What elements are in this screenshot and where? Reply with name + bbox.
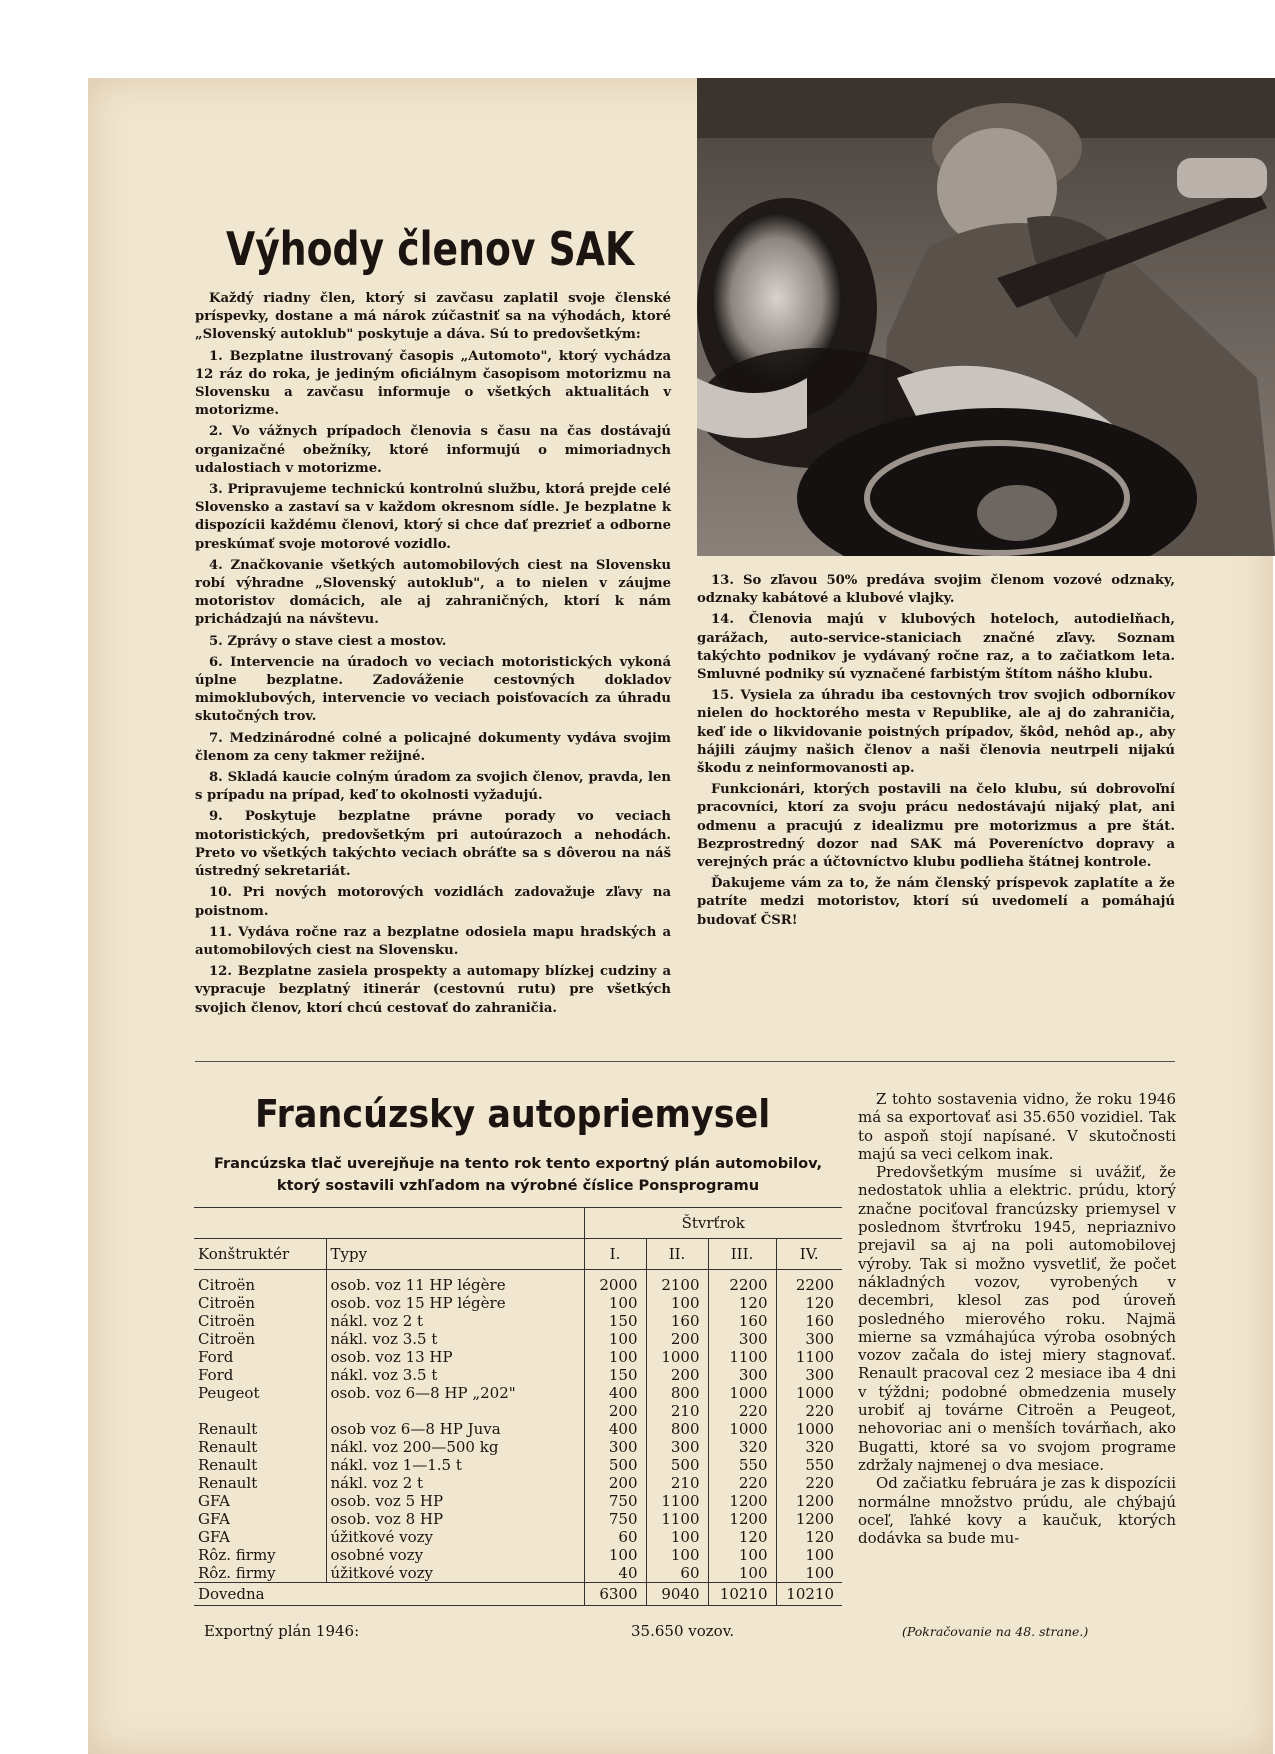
total-label: Dovedna (194, 1583, 584, 1606)
article-sak-column-left (195, 290, 671, 1021)
quarter-cell: 120 (776, 1294, 842, 1312)
quarter-cell: 300 (776, 1330, 842, 1348)
quarter-cell: 60 (646, 1564, 708, 1583)
quarter-cell: 100 (584, 1348, 646, 1366)
column-header-maker: Konštruktér (194, 1239, 326, 1270)
quarter-cell: 100 (584, 1330, 646, 1348)
maker-cell: Peugeot (198, 1384, 260, 1402)
continued-note: (Pokračovanie na 48. strane.) (902, 1624, 1089, 1639)
quarter-cell: 2200 (776, 1270, 842, 1295)
list-item: 12. Bezplatne zasiela prospekty a automapy blízkej cudziny a vypracuje bezplatný itinerár (cestovnú rutu) pre všetkých svojich členov, ktorí chcú cestovať do zahraničia. (195, 964, 671, 1016)
quarter-cell: 220 (708, 1402, 776, 1420)
maker-cell (194, 1402, 326, 1420)
table-row (194, 1510, 842, 1528)
table-row (194, 1420, 842, 1438)
quarter-cell: 1100 (776, 1348, 842, 1366)
quarter-cell: 500 (646, 1456, 708, 1474)
maker-cell: Citroën (198, 1312, 256, 1330)
list-item: 11. Vydáva ročne raz a bezplatne odosiela mapu hradských a automobilových ciest na Slovensku. (195, 924, 671, 958)
quarter-cell: 160 (646, 1312, 708, 1330)
quarter-cell: 2000 (584, 1270, 646, 1295)
body-paragraph: Predovšetkým musíme si uvážiť, že nedostatok uhlia a elektric. prúdu, ktorý značne pociťoval francúzsky priemysel v poslednom štvrťroku 1945, nepriaznivo prejavil sa aj na poli automobilovej výroby. Tak si možno vysvetliť, že počet nákladných vozov, vyrobených v decembri, klesol zas pod úroveň posledného mierového roku. Najmä mierne sa vzmáhajúca výroba osobných vozov začala do istej miery stagnovať. Renault pracoval cez 2 mesiace iba 4 dni v týždni; podobné obmedzenia musely urobiť aj továrne Citroën a Peugeot, nehovoriac ani o menších továrňach, ako Bugatti, ktoré sa vo svojom programe zdržaly najmenej o dva mesiace. (858, 1163, 1176, 1474)
list-item: 6. Intervencie na úradoch vo veciach motoristických vykoná úplne bezplatne. Zadováženie cestovných dokladov mimoklubových, intervencie vo veciach poisťovacích za úhradu skutočných trov. (195, 654, 671, 725)
article-subtitle (194, 1153, 842, 1197)
table-row (194, 1270, 842, 1295)
type-cell: osob voz 6—8 HP Juva (326, 1420, 584, 1438)
plan-value: 35.650 vozov. (631, 1622, 735, 1640)
type-cell: osobné vozy (326, 1546, 584, 1564)
quarter-cell: 120 (708, 1528, 776, 1546)
quarter-cell: 1100 (708, 1348, 776, 1366)
list-item: 9. Poskytuje bezplatne právne porady vo veciach motoristických, predovšetkým pri autoúrazoch a nehodách. Preto vo všetkých takýchto veciach obráťte sa s dôverou na náš ústredný sekretariát. (195, 809, 671, 880)
quarter-cell: 320 (708, 1438, 776, 1456)
column-header-quarter: I. (584, 1239, 646, 1270)
table-total-row (194, 1583, 842, 1606)
table-row (194, 1402, 842, 1420)
type-cell: osob. voz 6—8 HP „202" (326, 1384, 584, 1402)
quarter-cell: 1200 (776, 1492, 842, 1510)
quarter-cell: 200 (584, 1402, 646, 1420)
quarter-cell: 550 (708, 1456, 776, 1474)
quarter-cell: 100 (776, 1546, 842, 1564)
total-cell: 10210 (776, 1583, 842, 1606)
quarter-cell: 100 (584, 1294, 646, 1312)
table-header-row (194, 1208, 842, 1239)
list-item: 4. Značkovanie všetkých automobilových ciest na Slovensku robí výhradne „Slovenský autoklub", a to nielen v záujme motoristov domácich, ale aj zahraničných, ktorí k nám prichádzajú na návštevu. (195, 557, 671, 628)
table-row (194, 1438, 842, 1456)
total-cell: 6300 (584, 1583, 646, 1606)
table-row (194, 1492, 842, 1510)
table-row (194, 1546, 842, 1564)
article-intro: Každý riadny člen, ktorý si zavčasu zaplatil svoje členské príspevky, dostane a má nárok zúčastniť sa na výhodách, ktoré „Slovenský autoklub" poskytuje a dáva. Sú to predovšetkým: (195, 291, 671, 343)
quarter-cell: 120 (776, 1528, 842, 1546)
maker-cell: Rôz. firmy (198, 1546, 276, 1564)
maker-cell: Rôz. firmy (198, 1564, 276, 1582)
quarter-cell: 1100 (646, 1492, 708, 1510)
list-item: 15. Vysiela za úhradu iba cestovných trov svojich odborníkov nielen do hocktorého mesta v Republike, ale aj do zahraničia, keď ide o likvidovanie poistných prípadov, škôd, nehôd ap., aby hájili záujmy našich členov a naši členovia neutrpeli nijakú škodu z neinformovanosti ap. (697, 688, 1175, 777)
maker-cell: Renault (198, 1438, 258, 1456)
maker-cell: Citroën (198, 1294, 256, 1312)
quarter-cell: 160 (776, 1312, 842, 1330)
quarter-cell: 40 (584, 1564, 646, 1583)
table-row (194, 1528, 842, 1546)
quarter-cell: 300 (584, 1438, 646, 1456)
motorcyclist-photo (697, 78, 1275, 556)
maker-cell: Citroën (198, 1330, 256, 1348)
total-cell: 10210 (708, 1583, 776, 1606)
quarter-group-header: Štvrťrok (584, 1208, 842, 1239)
quarter-cell: 1000 (646, 1348, 708, 1366)
total-cell: 9040 (646, 1583, 708, 1606)
table-row (194, 1366, 842, 1384)
column-header-quarter: IV. (776, 1239, 842, 1270)
type-cell: nákl. voz 3.5 t (326, 1366, 584, 1384)
table-row (194, 1474, 842, 1492)
quarter-cell: 400 (584, 1420, 646, 1438)
list-item: 13. So zľavou 50% predáva svojim členom vozové odznaky, odznaky kabátové a klubové vlajky. (697, 573, 1175, 607)
quarter-cell: 160 (708, 1312, 776, 1330)
quarter-cell: 220 (776, 1474, 842, 1492)
closing-paragraph: Ďakujeme vám za to, že nám členský príspevok zaplatíte a že patríte medzi motoristov, ktorí sú uvedomelí a pomáhajú budovať ČSR! (697, 876, 1175, 928)
section-divider (195, 1061, 1175, 1062)
subtitle-line: Francúzska tlač uverejňuje na tento rok tento exportný plán automobilov, (213, 1155, 823, 1172)
maker-cell: Renault (198, 1474, 258, 1492)
quarter-cell: 200 (584, 1474, 646, 1492)
quarter-cell: 750 (584, 1510, 646, 1528)
table-row (194, 1348, 842, 1366)
article-sak-column-right (697, 572, 1175, 933)
closing-paragraph: Funkcionári, ktorých postavili na čelo klubu, sú dobrovoľní pracovníci, ktorí za svoju prácu nedostávajú nijaký plat, ani odmenu a pracujú z idealizmu pre motorizmus a pre štát. Bezprostredný dozor nad SAK má Povereníctvo dopravy a verejných prác a účtovníctvo klubu podlieha štátnej kontrole. (697, 782, 1175, 871)
table-row (194, 1294, 842, 1312)
column-header-type: Typy (326, 1239, 584, 1270)
quarter-cell: 100 (646, 1546, 708, 1564)
quarter-cell: 100 (708, 1564, 776, 1583)
quarter-cell: 800 (646, 1420, 708, 1438)
quarter-cell: 550 (776, 1456, 842, 1474)
list-item: 3. Pripravujeme technickú kontrolnú službu, ktorá prejde celé Slovensko a zastaví sa v každom okresnom sídle. Je bezplatne k dispozícii každému členovi, ktorý si chce dať prezrieť a odborne preskúmať svoje motorové vozidlo. (195, 482, 671, 552)
body-paragraph: Od začiatku februára je zas k dispozícii normálne množstvo prúdu, ale chýbajú oceľ, ľahké kovy a kaučuk, ktorých dodávka sa bude mu- (858, 1474, 1176, 1548)
quarter-cell: 200 (646, 1330, 708, 1348)
quarter-cell: 800 (646, 1384, 708, 1402)
maker-cell: Ford (198, 1348, 234, 1366)
type-cell (326, 1402, 584, 1420)
type-cell: nákl. voz 200—500 kg (326, 1438, 584, 1456)
quarter-cell: 2100 (646, 1270, 708, 1295)
quarter-cell: 300 (776, 1366, 842, 1384)
article-french-auto-body (858, 1090, 1176, 1547)
table-row (194, 1456, 842, 1474)
column-header-quarter: III. (708, 1239, 776, 1270)
maker-cell: Ford (198, 1366, 234, 1384)
subtitle-line: ktorý sostavili vzhľadom na výrobné číslice Ponsprogramu (276, 1177, 760, 1194)
quarter-cell: 500 (584, 1456, 646, 1474)
maker-cell: Renault (198, 1420, 258, 1438)
maker-cell: GFA (198, 1492, 230, 1510)
column-header-quarter: II. (646, 1239, 708, 1270)
quarter-cell: 300 (708, 1366, 776, 1384)
list-item: 5. Zprávy o stave ciest a mostov. (209, 633, 447, 649)
quarter-cell: 100 (646, 1294, 708, 1312)
list-item: 1. Bezplatne ilustrovaný časopis „Automoto", ktorý vychádza 12 ráz do roka, je jediným oficiálnym časopisom motorizmu na Slovensku a zavčasu informuje o všetkých aktualitách v motorizme. (195, 348, 671, 419)
quarter-cell: 100 (776, 1564, 842, 1583)
quarter-cell: 150 (584, 1366, 646, 1384)
quarter-cell: 150 (584, 1312, 646, 1330)
article-title-sak: Výhody členov SAK (226, 222, 635, 276)
quarter-cell: 1000 (708, 1384, 776, 1402)
quarter-cell: 220 (708, 1474, 776, 1492)
quarter-cell: 200 (646, 1366, 708, 1384)
plan-label: Exportný plán 1946: (204, 1622, 360, 1640)
quarter-cell: 300 (708, 1330, 776, 1348)
quarter-cell: 210 (646, 1474, 708, 1492)
quarter-cell: 1200 (708, 1510, 776, 1528)
type-cell: nákl. voz 1—1.5 t (326, 1456, 584, 1474)
list-item: 10. Pri nových motorových vozidlách zadovažuje zľavy na poistnom. (195, 885, 671, 919)
quarter-cell: 220 (776, 1402, 842, 1420)
list-item: 14. Členovia majú v klubových hoteloch, autodielňach, garážach, auto-service-staniciach značné zľavy. Soznam takýchto podnikov je vydávaný ročne raz, a to začiatkom leta. Smluvné podniky sú vyznačené farbistým štítom nášho klubu. (697, 612, 1175, 683)
type-cell: osob. voz 13 HP (326, 1348, 584, 1366)
maker-cell: GFA (198, 1528, 230, 1546)
quarter-cell: 1000 (776, 1420, 842, 1438)
maker-cell: Citroën (198, 1276, 256, 1294)
quarter-cell: 2200 (708, 1270, 776, 1295)
quarter-cell: 400 (584, 1384, 646, 1402)
maker-cell: GFA (198, 1510, 230, 1528)
type-cell: osob. voz 8 HP (326, 1510, 584, 1528)
table-row (194, 1312, 842, 1330)
maker-cell: Renault (198, 1456, 258, 1474)
quarter-cell: 100 (708, 1546, 776, 1564)
export-plan-table (194, 1207, 842, 1606)
article-title-french-auto: Francúzsky autopriemysel (255, 1092, 771, 1136)
quarter-cell: 100 (584, 1546, 646, 1564)
table-header-row (194, 1239, 842, 1270)
list-item: 2. Vo vážnych prípadoch členovia s času na čas dostávajú organizačné obežníky, ktoré informujú o mimoriadnych udalostiach v motorizme. (195, 424, 671, 476)
table-row (194, 1564, 842, 1583)
body-paragraph: Z tohto sostavenia vidno, že roku 1946 má sa exportovať asi 35.650 vozidiel. Tak to aspoň stojí napísané. V skutočnosti majú sa veci celkom inak. (858, 1090, 1176, 1163)
list-item: 8. Skladá kaucie colným úradom za svojich členov, pravda, len s prípadu na prípad, keď to okolnosti vyžadujú. (195, 770, 671, 804)
quarter-cell: 300 (646, 1438, 708, 1456)
quarter-cell: 750 (584, 1492, 646, 1510)
quarter-cell: 100 (646, 1528, 708, 1546)
type-cell: osob. voz 15 HP légère (326, 1294, 584, 1312)
list-item: 7. Medzinárodné colné a policajné dokumenty vydáva svojim členom za ceny takmer režijné. (195, 730, 671, 764)
quarter-cell: 1000 (708, 1420, 776, 1438)
type-cell: úžitkové vozy (326, 1564, 584, 1583)
table-row (194, 1330, 842, 1348)
type-cell: osob. voz 5 HP (326, 1492, 584, 1510)
quarter-cell: 1100 (646, 1510, 708, 1528)
type-cell: osob. voz 11 HP légère (326, 1270, 584, 1295)
quarter-cell: 320 (776, 1438, 842, 1456)
quarter-cell: 1200 (776, 1510, 842, 1528)
type-cell: nákl. voz 2 t (326, 1474, 584, 1492)
quarter-cell: 120 (708, 1294, 776, 1312)
quarter-cell: 1200 (708, 1492, 776, 1510)
type-cell: nákl. voz 2 t (326, 1312, 584, 1330)
quarter-cell: 60 (584, 1528, 646, 1546)
table-row (194, 1384, 842, 1402)
quarter-cell: 210 (646, 1402, 708, 1420)
type-cell: úžitkové vozy (326, 1528, 584, 1546)
type-cell: nákl. voz 3.5 t (326, 1330, 584, 1348)
quarter-cell: 1000 (776, 1384, 842, 1402)
